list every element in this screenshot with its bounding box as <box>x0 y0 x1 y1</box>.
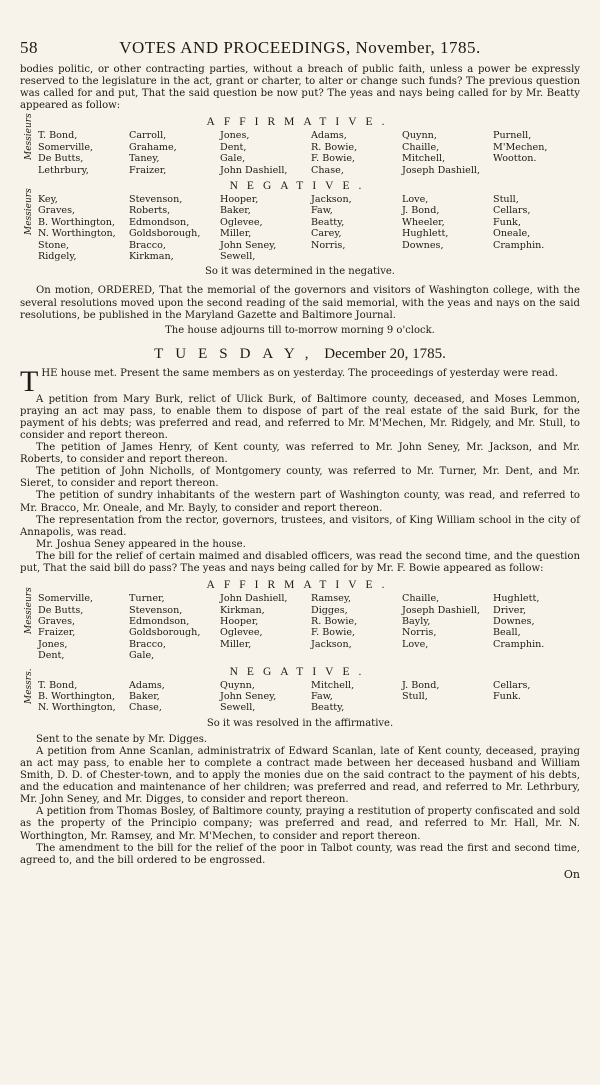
member-name: Oglevee, <box>220 627 263 639</box>
paragraph: Mr. Joshua Seney appeared in the house. <box>36 538 246 550</box>
member-name: John Seney, <box>220 239 277 251</box>
member-name: Stone, <box>38 239 70 251</box>
member-name: T. Bond, <box>38 679 78 691</box>
member-name: Bayly, <box>402 615 431 627</box>
name-column <box>493 130 580 176</box>
drop-cap: T <box>20 364 39 398</box>
member-name: Miller, <box>220 638 252 650</box>
name-column <box>493 194 580 262</box>
member-name: Oglevee, <box>220 216 263 228</box>
member-name: Purnell, <box>493 130 532 142</box>
member-name: Dent, <box>38 650 65 662</box>
member-name: Love, <box>402 194 429 205</box>
member-name: R. Bowie, <box>311 615 358 627</box>
running-title: VOTES AND PROCEEDINGS, November, 1785. <box>119 38 481 57</box>
vote1-negative-heading: NEGATIVE. <box>229 180 371 192</box>
member-name: Bracco, <box>129 239 166 251</box>
member-name: Edmondson, <box>129 216 190 228</box>
member-name: Cellars, <box>493 205 531 217</box>
vote2-neg-side-label: Messrs. <box>24 668 34 704</box>
paragraph-house-met <box>20 364 580 398</box>
paragraph-intro: bodies politic, or other contracting parties, without a breach of public faith, unless a power be expressly reserved to the legislature in the act, grant or charter, to alter or change such funds? The previous question was called for and put, That the said question be now put? The yeas and nays being called for by Mr. Beatty appeared as follow: <box>20 64 580 112</box>
member-name: Grahame, <box>129 141 177 153</box>
paragraph: A petition from Anne Scanlan, administratrix of Edward Scanlan, late of Kent county, deceased, praying an act may pass, to enable her to complete a contract made between her deceased husband and William Smith, D. D. of Chester-town, and to apply the monies due on the said contract to the payment of his debts, and the education and maintenance of her children; was preferred and read, and referred to Mr. Lethrbury, Mr. John Seney, and Mr. Digges, to consider and report thereon. <box>20 745 580 806</box>
member-name: Driver, <box>493 604 527 616</box>
member-name: Goldsborough, <box>129 228 201 240</box>
member-name: Kirkman, <box>129 251 174 263</box>
member-name: J. Bond, <box>402 205 440 217</box>
member-name: Carey, <box>311 228 342 240</box>
name-column <box>311 194 398 262</box>
member-name: Wheeler, <box>402 216 445 228</box>
member-name: Hooper, <box>220 194 259 205</box>
paragraph-motion: On motion, ORDERED, That the memorial of the governors and visitors of Washington college, with the several resolutions moved upon the second reading of the said memorial, with the yeas and nays on the said resolutions, be published in the Maryland Gazette and Baltimore Journal. <box>20 285 580 321</box>
vote1-neg-columns <box>38 194 580 262</box>
document-page <box>20 0 580 881</box>
member-name: Adams, <box>311 130 347 142</box>
member-name: J. Bond, <box>402 679 440 691</box>
member-name: Stull, <box>402 690 428 702</box>
name-column <box>220 130 307 176</box>
member-name: Hooper, <box>220 615 259 627</box>
member-name: N. Worthington, <box>38 228 116 240</box>
member-name: Baker, <box>220 205 251 217</box>
member-name: Stevenson, <box>129 604 183 616</box>
running-header <box>20 38 580 58</box>
member-name: Sewell, <box>220 251 256 263</box>
member-name: B. Worthington, <box>38 216 116 228</box>
paragraph: The petition of John Nicholls, of Montgomery county, was referred to Mr. Turner, Mr. Dent, and Mr. Sieret, to consider and report thereon. <box>20 466 580 490</box>
vote1-affirmative-heading: AFFIRMATIVE. <box>206 116 394 129</box>
vote2-aff-columns <box>38 593 580 661</box>
vote1-aff-columns <box>38 130 580 176</box>
member-name: Cramphin. <box>493 239 545 251</box>
name-column <box>402 130 489 176</box>
adjourn-line: The house adjourns till to-morrow morning 9 o'clock. <box>165 324 435 336</box>
member-name: Dent, <box>220 141 247 153</box>
member-name: Ridgely, <box>38 251 77 263</box>
vote2-neg-columns <box>38 680 580 714</box>
member-name: Funk, <box>493 216 521 228</box>
member-name: Chaille, <box>402 141 440 153</box>
member-name: Hughlett, <box>402 228 449 240</box>
member-name: Wootton. <box>493 153 537 165</box>
member-name: Norris, <box>402 627 437 639</box>
member-name: Taney, <box>129 153 160 165</box>
member-name: De Butts, <box>38 604 84 616</box>
member-name: Mitchell, <box>311 679 355 691</box>
member-name: Gale, <box>220 153 246 165</box>
member-name: Kirkman, <box>220 604 265 616</box>
member-name: Quynn, <box>220 679 255 691</box>
member-name: B. Worthington, <box>38 690 116 702</box>
vote2-affirmative-heading: AFFIRMATIVE. <box>206 579 394 592</box>
member-name: Graves, <box>38 615 76 627</box>
name-column <box>220 194 307 262</box>
member-name: Hughlett, <box>493 593 540 605</box>
member-name: Funk. <box>493 690 521 702</box>
member-name: Carroll, <box>129 130 167 142</box>
name-column <box>402 680 489 714</box>
member-name: N. Worthington, <box>38 702 116 714</box>
name-column <box>129 680 216 714</box>
name-column <box>129 130 216 176</box>
member-name: Jackson, <box>311 194 352 205</box>
member-name: Downes, <box>493 615 535 627</box>
name-column <box>220 680 307 714</box>
paragraph: A petition from Thomas Bosley, of Baltimore county, praying a restitution of property confiscated and sold as the property of the Principio company; was preferred and read, and referred to Mr. Hall, Mr. N. Worthington, Mr. Ramsey, and Mr. M'Mechen, to consider and report thereon. <box>20 806 580 842</box>
member-name: Somerville, <box>38 593 94 605</box>
paragraph: The bill for the relief of certain maimed and disabled officers, was read the second time, and the question put, That the said bill do pass? The yeas and nays being called for by Mr. F. Bowie appeared as follow: <box>20 550 580 575</box>
member-name: Somerville, <box>38 141 94 153</box>
member-name: Jackson, <box>311 638 352 650</box>
paragraphs-a <box>20 394 580 575</box>
member-name: Fraizer, <box>129 164 167 176</box>
member-name: F. Bowie, <box>311 627 356 639</box>
member-name: Stevenson, <box>129 194 183 205</box>
name-column <box>493 680 580 714</box>
member-name: Mitchell, <box>402 153 446 165</box>
member-name: Graves, <box>38 205 76 217</box>
paragraph: The petition of James Henry, of Kent county, was referred to Mr. John Seney, Mr. Jackson, and Mr. Roberts, to consider and report thereon. <box>20 442 580 466</box>
member-name: John Dashiell, <box>220 164 288 176</box>
vote1-neg-side-label: Messieurs <box>24 188 34 236</box>
vote2-negative-heading: NEGATIVE. <box>229 665 371 678</box>
member-name: Faw, <box>311 205 333 217</box>
member-name: Quynn, <box>402 130 437 142</box>
name-column <box>38 130 125 176</box>
member-name: Oneale, <box>493 228 531 240</box>
member-name: R. Bowie, <box>311 141 358 153</box>
paragraph: A petition from Mary Burk, relict of Ulick Burk, of Baltimore county, deceased, and Moses Lemmon, praying an act may pass, to enable them to dispose of part of the real estate of the said Burk, for the payment of his debts; was preferred and read, and referred to Mr. M'Mechen, Mr. Ridgely, and Mr. Stull, to consider and report thereon. <box>20 393 580 441</box>
day-name: TUESDAY, <box>154 345 321 362</box>
name-column <box>38 680 125 714</box>
member-name: F. Bowie, <box>311 153 356 165</box>
member-name: Gale, <box>129 650 155 662</box>
vote2-aff-side-label: Messieurs <box>24 587 34 635</box>
vote2-result: So it was resolved in the affirmative. <box>206 717 394 729</box>
member-name: Love, <box>402 638 429 650</box>
member-name: Beatty, <box>311 216 345 228</box>
member-name: Edmondson, <box>129 615 190 627</box>
member-name: Digges, <box>311 604 348 616</box>
member-name: Roberts, <box>129 205 171 217</box>
house-met-text: HE house met. Present the same members as on yesterday. The proceedings of yesterday were read. <box>41 367 558 379</box>
paragraph: The petition of sundry inhabitants of the western part of Washington county, was read, and referred to Mr. Bracco, Mr. Oneale, and Mr. Bayly, to consider and report thereon. <box>20 490 580 514</box>
name-column <box>38 593 125 661</box>
member-name: Cramphin. <box>493 638 545 650</box>
member-name: Bracco, <box>129 638 166 650</box>
paragraph: The amendment to the bill for the relief of the poor in Talbot county, was read the first and second time, agreed to, and the bill ordered to be engrossed. <box>20 842 580 866</box>
member-name: M'Mechen, <box>493 141 548 153</box>
name-column <box>220 593 307 661</box>
name-column <box>311 680 398 714</box>
member-name: Faw, <box>311 690 333 702</box>
member-name: Cellars, <box>493 679 531 691</box>
name-column <box>38 194 125 262</box>
name-column <box>311 593 398 661</box>
name-column <box>402 593 489 661</box>
vote1-aff-side-label: Messieurs <box>24 113 34 161</box>
vote1-negative-list <box>20 188 580 263</box>
member-name: Norris, <box>311 239 346 251</box>
page-number: 58 <box>20 38 38 57</box>
member-name: John Seney, <box>220 690 277 702</box>
member-name: Ramsey, <box>311 593 352 605</box>
member-name: Downes, <box>402 239 444 251</box>
name-column <box>311 130 398 176</box>
member-name: Joseph Dashiell, <box>402 604 481 616</box>
member-name: Turner, <box>129 593 165 605</box>
name-column <box>129 194 216 262</box>
paragraph: The representation from the rector, governors, trustees, and visitors, of King William school in the city of Annapolis, was read. <box>20 514 580 538</box>
member-name: Chase, <box>311 164 344 176</box>
member-name: Baker, <box>129 690 160 702</box>
member-name: Chase, <box>129 702 162 714</box>
member-name: John Dashiell, <box>220 593 288 605</box>
member-name: Jones, <box>220 130 250 142</box>
member-name: Beall, <box>493 627 521 639</box>
member-name: T. Bond, <box>38 130 78 142</box>
paragraph: Sent to the senate by Mr. Digges. <box>36 733 208 745</box>
member-name: Fraizer, <box>38 627 76 639</box>
member-name: Beatty, <box>311 702 345 714</box>
day-heading <box>20 346 580 363</box>
member-name: Miller, <box>220 228 252 240</box>
vote1-result: So it was determined in the negative. <box>205 266 395 278</box>
paragraphs-b <box>20 734 580 867</box>
name-column <box>129 593 216 661</box>
member-name: Key, <box>38 194 58 205</box>
member-name: Jones, <box>38 638 68 650</box>
member-name: Joseph Dashiell, <box>402 164 481 176</box>
name-column <box>402 194 489 262</box>
member-name: Stull, <box>493 194 519 205</box>
member-name: Sewell, <box>220 702 256 714</box>
catchword: On <box>563 867 580 881</box>
member-name: Adams, <box>129 679 165 691</box>
day-date: December 20, 1785. <box>324 345 446 362</box>
member-name: De Butts, <box>38 153 84 165</box>
name-column <box>493 593 580 661</box>
vote2-affirmative-list <box>20 587 580 662</box>
member-name: Lethrbury, <box>38 164 89 176</box>
member-name: Goldsborough, <box>129 627 201 639</box>
member-name: Chaille, <box>402 593 440 605</box>
